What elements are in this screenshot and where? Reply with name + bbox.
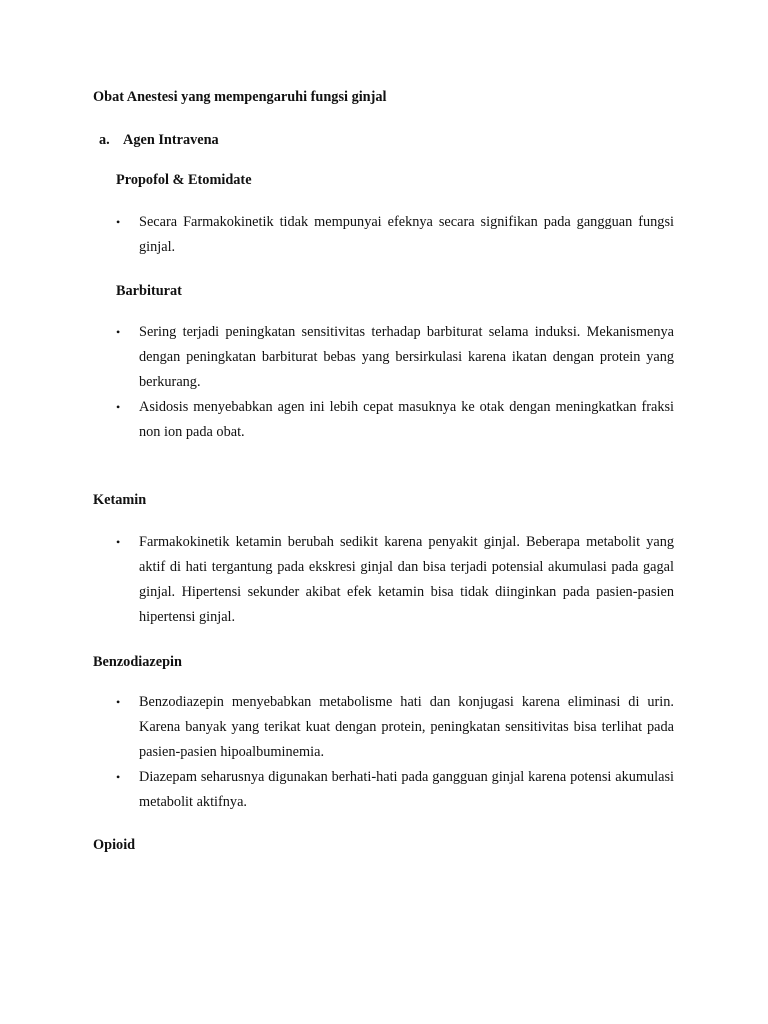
ketamin-bullet-list	[116, 530, 674, 630]
section-a-label: Agen Intravena	[123, 132, 219, 148]
list-item-text: Farmakokinetik ketamin berubah sedikit karena penyakit ginjal. Beberapa metabolit yang aktif di hati tergantung pada ekskresi ginjal dan bisa terjadi potensial akumulasi pada gagal ginjal. Hipertensi sekunder akibat efek ketamin bisa tidak diinginkan pada pasien-pasien hipertensi ginjal.	[139, 534, 674, 625]
list-item	[116, 765, 674, 815]
opioid-heading: Opioid	[93, 837, 136, 853]
section-a-marker: a.	[99, 132, 110, 148]
barbiturat-heading: Barbiturat	[116, 283, 182, 299]
bullet-icon: •	[116, 400, 121, 414]
list-item-text: Asidosis menyebabkan agen ini lebih cepat masuknya ke otak dengan meningkatkan fraksi non ion pada obat.	[139, 399, 674, 440]
list-item-text: Benzodiazepin menyebabkan metabolisme hati dan konjugasi karena eliminasi di urin. Karena banyak yang terikat kuat dengan protein, peningkatan sensitivitas bisa terlihat pada pasien-pasien hipoalbuminemia.	[139, 694, 674, 760]
list-item-text: Secara Farmakokinetik tidak mempunyai efeknya secara signifikan pada gangguan fungsi ginjal.	[139, 214, 674, 255]
propofol-heading: Propofol & Etomidate	[116, 172, 252, 188]
bullet-icon: •	[116, 770, 121, 784]
bullet-icon: •	[116, 695, 121, 709]
bullet-icon: •	[116, 535, 121, 549]
list-item	[116, 210, 674, 260]
barbiturat-bullet-list	[116, 320, 674, 445]
bullet-icon: •	[116, 215, 121, 229]
benzodiazepin-bullet-list	[116, 690, 674, 815]
list-item-text: Sering terjadi peningkatan sensitivitas terhadap barbiturat selama induksi. Mekanismenya dengan peningkatan barbiturat bebas yang bersirkulasi karena ikatan dengan protein yang berkurang.	[139, 324, 674, 390]
list-item	[116, 690, 674, 765]
list-item	[116, 320, 674, 395]
list-item	[116, 395, 674, 445]
ketamin-heading: Ketamin	[93, 492, 147, 508]
benzodiazepin-heading: Benzodiazepin	[93, 654, 182, 670]
list-item-text: Diazepam seharusnya digunakan berhati-hati pada gangguan ginjal karena potensi akumulasi metabolit aktifnya.	[139, 769, 674, 810]
document-title: Obat Anestesi yang mempengaruhi fungsi ginjal	[93, 89, 387, 105]
bullet-icon: •	[116, 325, 121, 339]
section-a-heading	[99, 132, 219, 149]
propofol-bullet-list	[116, 210, 674, 260]
list-item	[116, 530, 674, 630]
